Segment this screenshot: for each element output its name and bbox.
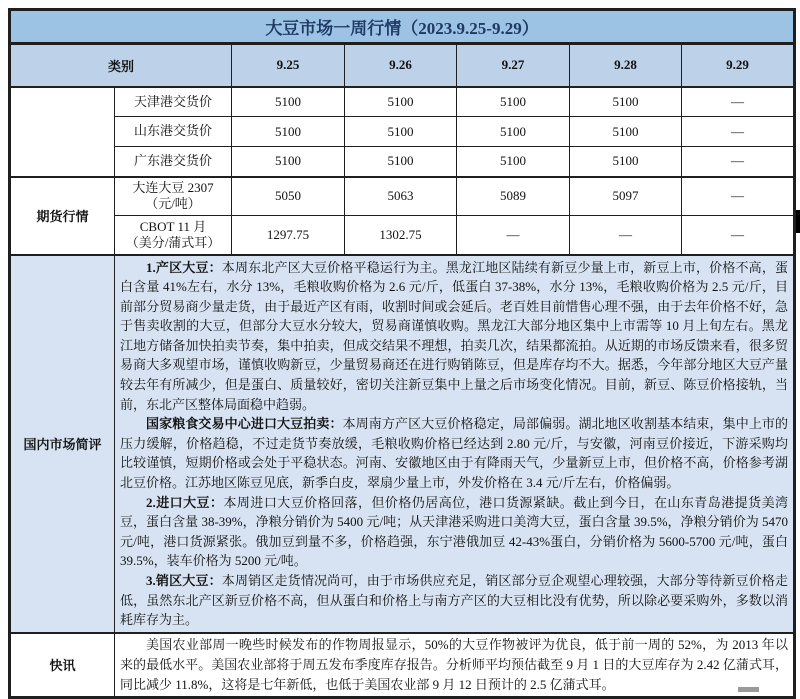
review-paragraph-sales-area — [120, 571, 788, 630]
column-header-date-4: 9.28 — [570, 44, 682, 87]
spot-section-blank-cell — [10, 87, 115, 177]
price-cell: 5063 — [345, 177, 457, 216]
price-cell: — — [570, 216, 682, 255]
price-cell: 5100 — [232, 147, 345, 177]
price-cell: 5100 — [345, 117, 457, 147]
review-paragraph-imported — [120, 493, 788, 571]
price-cell: — — [682, 177, 795, 216]
price-cell: 1302.75 — [345, 216, 457, 255]
news-label: 快讯 — [10, 633, 115, 698]
price-cell: 5100 — [232, 87, 345, 117]
futures-label-line1: CBOT 11 月 — [139, 218, 207, 234]
spot-row-label-tianjin: 天津港交货价 — [115, 87, 232, 117]
news-row — [10, 633, 795, 698]
price-cell: — — [682, 216, 795, 255]
paragraph-text: 本周销区走货情况尚可，由于市场供应充足，销区部分豆企观望心理较强，大部分等待新豆价格走低，虽然东北产区新豆价格不高，但从蛋白和价格上与南方产区的大豆相比没有优势，所以除必要采购外，多数以消耗库存为主。 — [120, 573, 789, 628]
price-cell: — — [682, 147, 795, 177]
spot-row-label-guangdong: 广东港交货价 — [115, 147, 232, 177]
price-cell: 5100 — [570, 87, 682, 117]
price-cell: 5100 — [457, 147, 570, 177]
price-cell: — — [682, 117, 795, 147]
price-cell: 5100 — [232, 117, 345, 147]
table-row — [10, 216, 795, 255]
right-edge-artifact — [796, 210, 800, 233]
spot-row-label-shandong: 山东港交货价 — [115, 117, 232, 147]
paragraph-lead: 3.销区大豆： — [146, 573, 222, 588]
futures-section-label: 期货行情 — [10, 177, 115, 255]
price-cell: 1297.75 — [232, 216, 345, 255]
table-row — [10, 147, 795, 177]
futures-row-label-cbot — [115, 216, 232, 255]
paragraph-lead: 1.产区大豆： — [146, 259, 222, 275]
table-row — [10, 117, 795, 147]
paragraph-text: 本周进口大豆价格回落，但价格仍居高位，港口货源紧缺。截止到今日，在山东青岛港提货美湾豆，蛋白含量 38-39%，净粮分销价为 5400 元/吨；从天津港采购进口美湾大豆，蛋白含量 39.5%，净粮分销价为 5470 元/吨，港口货源紧张。俄加豆到量不多，价格趋强，东宁港俄加豆 42-43%蛋白，分销价格为 5600-5700 元/吨，蛋白 39.5%，装车价格为 5200 元/吨。 — [120, 494, 789, 569]
column-header-category: 类别 — [10, 44, 232, 87]
review-paragraph-producing-area — [120, 258, 788, 415]
futures-label-line2: （元/吨） — [145, 196, 201, 212]
table-row — [10, 177, 795, 216]
paragraph-text: 本周东北产区大豆价格平稳运行为主。黑龙江地区陆续有新豆少量上市，新豆上市，价格不高，蛋白含量 41%左右，水分 13%，毛粮收购价格为 2.6 元/斤，低蛋白 37-38%，水分 13%，毛粮收购价格为 2.5 元/斤，目前部分贸易商少量走货，由于最近产区有雨，收割时间或会延后。老百姓目前惜售心理不强，由于去年价格不好，急于售卖收割的大豆，但部分大豆水分较大，贸易商谨慎收购。黑龙江大部分地区集中上市需等 10 月上旬左右。黑龙江地方储备加快拍卖节奏，集中拍卖，但成交结果不理想，拍卖几次，结果都流拍。从近期的市场反馈来看，很多贸易商大多观望市场，谨慎收购新豆，少量贸易商还在进行购销陈豆，但是库存均不大。据悉，今年部分地区大豆产量较去年有所减少，但是蛋白、质量较好，密切关注新豆集中上量之后市场变化情况。目前，新豆、陈豆价格接轨，当前，东北产区整体局面稳中趋弱。 — [120, 259, 789, 412]
column-header-date-2: 9.26 — [345, 44, 457, 87]
market-review-label: 国内市场简评 — [10, 255, 115, 633]
futures-row-label-dalian — [115, 177, 232, 216]
header-row — [10, 44, 795, 87]
price-cell: 5100 — [570, 117, 682, 147]
column-header-date-1: 9.25 — [232, 44, 345, 87]
price-cell: 5100 — [457, 87, 570, 117]
news-text: 美国农业部周一晚些时候发布的作物周报显示，50%的大豆作物被评为优良，低于前一周的 52%，为 2013 年以来的最低水平。美国农业部将于周五发布季度库存报告。分析师平均预估截至 9 月 1 日的大豆库存为 2.42 亿蒲式耳，同比减少 11.8%，这将是七年新低，也低于美国农业部 9 月 12 日预计的 2.5 亿蒲式耳。 — [120, 636, 789, 692]
price-cell: 5100 — [457, 117, 570, 147]
market-review-body — [115, 255, 795, 633]
price-cell: 5089 — [457, 177, 570, 216]
price-cell: 5097 — [570, 177, 682, 216]
paragraph-lead: 2.进口大豆： — [146, 494, 224, 510]
page-title: 大豆市场一周行情（2023.9.25-9.29） — [10, 10, 795, 44]
price-cell: 5100 — [570, 147, 682, 177]
column-header-date-3: 9.27 — [457, 44, 570, 87]
review-paragraph-auction — [120, 414, 788, 492]
price-cell: 5100 — [345, 87, 457, 117]
column-header-date-5: 9.29 — [682, 44, 795, 87]
price-cell: — — [682, 87, 795, 117]
market-review-row — [10, 255, 795, 633]
futures-label-line1: 大连大豆 2307 — [132, 180, 214, 195]
futures-label-line2: （美分/蒲式耳） — [125, 234, 221, 250]
news-body — [115, 633, 795, 698]
soybean-weekly-market-table — [8, 8, 796, 699]
table-row — [10, 87, 795, 117]
paragraph-lead: 国家粮食交易中心进口大豆拍卖： — [146, 416, 343, 432]
title-row — [10, 10, 795, 44]
price-cell: — — [457, 216, 570, 255]
price-cell: 5100 — [345, 147, 457, 177]
paragraph-text: 本周南方产区大豆价格稳定，局部偏弱。湖北地区收割基本结束，集中上市的压力缓解，价格趋稳，不过走货节奏放缓，毛粮收购价格已经达到 2.80 元/斤，与安徽，河南豆价接近，下游采购均比较谨慎，短期价格或会处于平稳状态。河南、安徽地区由于有降雨天气，少量新豆上市，但价格不高，价格参考湖北豆价格。江苏地区陈豆见底，新季白皮，翠扇少量上市，外发价格在 3.4 元/斤左右，价格偏弱。 — [120, 416, 789, 491]
bottom-edge-artifact — [738, 687, 759, 692]
price-cell: 5050 — [232, 177, 345, 216]
